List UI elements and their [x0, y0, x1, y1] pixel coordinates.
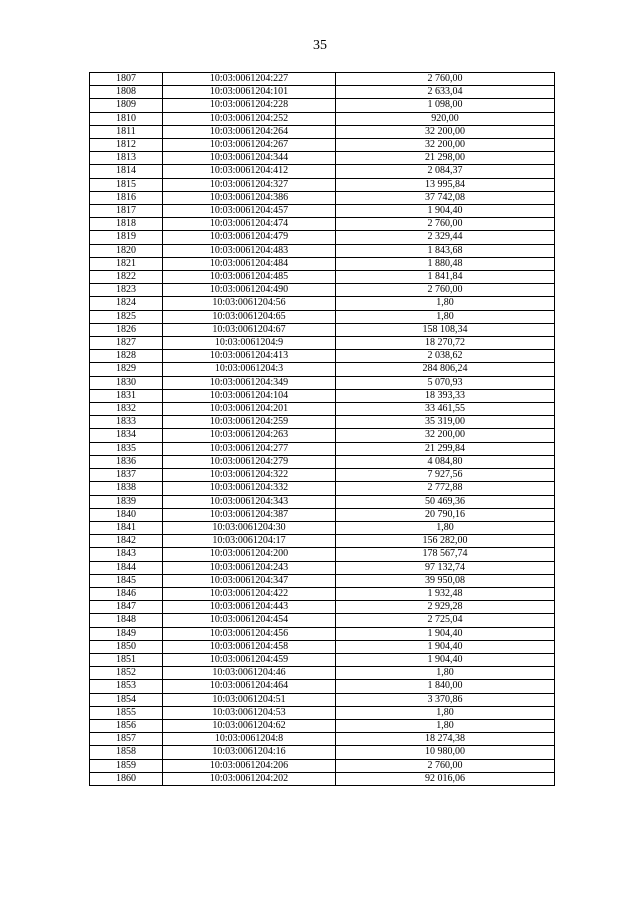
row-number-cell: 1849 [90, 627, 163, 640]
table-row [90, 601, 555, 614]
value-cell: 2 929,28 [336, 601, 555, 614]
cadastral-number-cell: 10:03:0061204:344 [163, 152, 336, 165]
row-number-cell: 1854 [90, 693, 163, 706]
cadastral-number-cell: 10:03:0061204:387 [163, 508, 336, 521]
row-number-cell: 1819 [90, 231, 163, 244]
value-cell: 156 282,00 [336, 535, 555, 548]
value-cell: 1,80 [336, 719, 555, 732]
table-row [90, 627, 555, 640]
table-row [90, 112, 555, 125]
value-cell: 178 567,74 [336, 548, 555, 561]
table-row [90, 746, 555, 759]
cadastral-number-cell: 10:03:0061204:17 [163, 535, 336, 548]
value-cell: 1 904,40 [336, 640, 555, 653]
row-number-cell: 1842 [90, 535, 163, 548]
table-row [90, 125, 555, 138]
cadastral-number-cell: 10:03:0061204:412 [163, 165, 336, 178]
table-row [90, 257, 555, 270]
cadastral-number-cell: 10:03:0061204:279 [163, 455, 336, 468]
row-number-cell: 1828 [90, 350, 163, 363]
table-row [90, 284, 555, 297]
table-row [90, 614, 555, 627]
row-number-cell: 1827 [90, 337, 163, 350]
value-cell: 2 760,00 [336, 73, 555, 86]
table-row [90, 165, 555, 178]
value-cell: 2 760,00 [336, 218, 555, 231]
table-row [90, 323, 555, 336]
row-number-cell: 1813 [90, 152, 163, 165]
value-cell: 32 200,00 [336, 139, 555, 152]
cadastral-number-cell: 10:03:0061204:8 [163, 733, 336, 746]
table-row [90, 574, 555, 587]
cadastral-number-cell: 10:03:0061204:327 [163, 178, 336, 191]
row-number-cell: 1838 [90, 482, 163, 495]
cadastral-number-cell: 10:03:0061204:485 [163, 271, 336, 284]
table-row [90, 693, 555, 706]
cadastral-number-cell: 10:03:0061204:458 [163, 640, 336, 653]
row-number-cell: 1824 [90, 297, 163, 310]
value-cell: 97 132,74 [336, 561, 555, 574]
row-number-cell: 1833 [90, 416, 163, 429]
value-cell: 1 904,40 [336, 653, 555, 666]
cadastral-number-cell: 10:03:0061204:263 [163, 429, 336, 442]
row-number-cell: 1857 [90, 733, 163, 746]
table-row [90, 680, 555, 693]
cadastral-number-cell: 10:03:0061204:479 [163, 231, 336, 244]
row-number-cell: 1818 [90, 218, 163, 231]
row-number-cell: 1807 [90, 73, 163, 86]
row-number-cell: 1853 [90, 680, 163, 693]
cadastral-number-cell: 10:03:0061204:443 [163, 601, 336, 614]
cadastral-number-cell: 10:03:0061204:65 [163, 310, 336, 323]
value-cell: 5 070,93 [336, 376, 555, 389]
page-number: 35 [313, 38, 327, 53]
value-cell: 21 298,00 [336, 152, 555, 165]
cadastral-number-cell: 10:03:0061204:62 [163, 719, 336, 732]
cadastral-number-cell: 10:03:0061204:413 [163, 350, 336, 363]
row-number-cell: 1820 [90, 244, 163, 257]
row-number-cell: 1829 [90, 363, 163, 376]
row-number-cell: 1812 [90, 139, 163, 152]
cadastral-number-cell: 10:03:0061204:3 [163, 363, 336, 376]
cadastral-number-cell: 10:03:0061204:454 [163, 614, 336, 627]
table-row [90, 73, 555, 86]
table-row [90, 363, 555, 376]
table-row [90, 310, 555, 323]
table-row [90, 389, 555, 402]
value-cell: 1 880,48 [336, 257, 555, 270]
value-cell: 20 790,16 [336, 508, 555, 521]
table-row [90, 759, 555, 772]
table-row [90, 521, 555, 534]
row-number-cell: 1835 [90, 442, 163, 455]
table-row [90, 508, 555, 521]
value-cell: 1,80 [336, 667, 555, 680]
table-row [90, 535, 555, 548]
value-cell: 21 299,84 [336, 442, 555, 455]
table-body [90, 73, 555, 786]
row-number-cell: 1860 [90, 772, 163, 785]
table-row [90, 231, 555, 244]
cadastral-number-cell: 10:03:0061204:484 [163, 257, 336, 270]
table-row [90, 152, 555, 165]
value-cell: 13 995,84 [336, 178, 555, 191]
row-number-cell: 1852 [90, 667, 163, 680]
value-cell: 18 393,33 [336, 389, 555, 402]
cadastral-number-cell: 10:03:0061204:490 [163, 284, 336, 297]
table-row [90, 350, 555, 363]
value-cell: 1 841,84 [336, 271, 555, 284]
value-cell: 2 760,00 [336, 284, 555, 297]
table-row [90, 139, 555, 152]
table-row [90, 244, 555, 257]
cadastral-number-cell: 10:03:0061204:56 [163, 297, 336, 310]
table-row [90, 297, 555, 310]
cadastral-number-cell: 10:03:0061204:347 [163, 574, 336, 587]
cadastral-number-cell: 10:03:0061204:67 [163, 323, 336, 336]
cadastral-number-cell: 10:03:0061204:332 [163, 482, 336, 495]
row-number-cell: 1859 [90, 759, 163, 772]
value-cell: 18 274,38 [336, 733, 555, 746]
value-cell: 50 469,36 [336, 495, 555, 508]
row-number-cell: 1855 [90, 706, 163, 719]
table-row [90, 86, 555, 99]
cadastral-number-cell: 10:03:0061204:16 [163, 746, 336, 759]
value-cell: 4 084,80 [336, 455, 555, 468]
table-row [90, 561, 555, 574]
value-cell: 1 904,40 [336, 627, 555, 640]
row-number-cell: 1809 [90, 99, 163, 112]
row-number-cell: 1841 [90, 521, 163, 534]
cadastral-number-cell: 10:03:0061204:264 [163, 125, 336, 138]
table-row [90, 178, 555, 191]
cadastral-number-cell: 10:03:0061204:202 [163, 772, 336, 785]
row-number-cell: 1822 [90, 271, 163, 284]
row-number-cell: 1825 [90, 310, 163, 323]
cadastral-number-cell: 10:03:0061204:201 [163, 403, 336, 416]
value-cell: 3 370,86 [336, 693, 555, 706]
cadastral-number-cell: 10:03:0061204:483 [163, 244, 336, 257]
table-row [90, 495, 555, 508]
row-number-cell: 1814 [90, 165, 163, 178]
cadastral-number-cell: 10:03:0061204:46 [163, 667, 336, 680]
value-cell: 1 932,48 [336, 587, 555, 600]
value-cell: 1 840,00 [336, 680, 555, 693]
value-cell: 2 633,04 [336, 86, 555, 99]
table-row [90, 455, 555, 468]
value-cell: 7 927,56 [336, 469, 555, 482]
table-row [90, 376, 555, 389]
row-number-cell: 1815 [90, 178, 163, 191]
value-cell: 1,80 [336, 521, 555, 534]
table-row [90, 429, 555, 442]
value-cell: 2 084,37 [336, 165, 555, 178]
row-number-cell: 1856 [90, 719, 163, 732]
value-cell: 10 980,00 [336, 746, 555, 759]
row-number-cell: 1817 [90, 205, 163, 218]
row-number-cell: 1845 [90, 574, 163, 587]
cadastral-number-cell: 10:03:0061204:464 [163, 680, 336, 693]
cadastral-number-cell: 10:03:0061204:101 [163, 86, 336, 99]
cadastral-value-table [89, 72, 555, 786]
value-cell: 1,80 [336, 310, 555, 323]
table-row [90, 442, 555, 455]
row-number-cell: 1848 [90, 614, 163, 627]
cadastral-number-cell: 10:03:0061204:267 [163, 139, 336, 152]
row-number-cell: 1810 [90, 112, 163, 125]
table-row [90, 667, 555, 680]
cadastral-number-cell: 10:03:0061204:457 [163, 205, 336, 218]
cadastral-number-cell: 10:03:0061204:200 [163, 548, 336, 561]
row-number-cell: 1821 [90, 257, 163, 270]
cadastral-number-cell: 10:03:0061204:228 [163, 99, 336, 112]
row-number-cell: 1832 [90, 403, 163, 416]
value-cell: 1 843,68 [336, 244, 555, 257]
cadastral-number-cell: 10:03:0061204:259 [163, 416, 336, 429]
row-number-cell: 1850 [90, 640, 163, 653]
row-number-cell: 1836 [90, 455, 163, 468]
value-cell: 18 270,72 [336, 337, 555, 350]
row-number-cell: 1858 [90, 746, 163, 759]
table-row [90, 271, 555, 284]
row-number-cell: 1808 [90, 86, 163, 99]
cadastral-number-cell: 10:03:0061204:252 [163, 112, 336, 125]
cadastral-number-cell: 10:03:0061204:9 [163, 337, 336, 350]
table-row [90, 587, 555, 600]
table-row [90, 548, 555, 561]
row-number-cell: 1844 [90, 561, 163, 574]
cadastral-number-cell: 10:03:0061204:30 [163, 521, 336, 534]
cadastral-number-cell: 10:03:0061204:474 [163, 218, 336, 231]
value-cell: 33 461,55 [336, 403, 555, 416]
value-cell: 2 772,88 [336, 482, 555, 495]
cadastral-number-cell: 10:03:0061204:227 [163, 73, 336, 86]
value-cell: 92 016,06 [336, 772, 555, 785]
value-cell: 1 098,00 [336, 99, 555, 112]
value-cell: 2 038,62 [336, 350, 555, 363]
value-cell: 284 806,24 [336, 363, 555, 376]
table-row [90, 469, 555, 482]
row-number-cell: 1811 [90, 125, 163, 138]
value-cell: 1 904,40 [336, 205, 555, 218]
table-row [90, 482, 555, 495]
cadastral-number-cell: 10:03:0061204:459 [163, 653, 336, 666]
row-number-cell: 1823 [90, 284, 163, 297]
cadastral-number-cell: 10:03:0061204:349 [163, 376, 336, 389]
row-number-cell: 1840 [90, 508, 163, 521]
table-row [90, 403, 555, 416]
cadastral-number-cell: 10:03:0061204:386 [163, 191, 336, 204]
table-row [90, 99, 555, 112]
value-cell: 158 108,34 [336, 323, 555, 336]
row-number-cell: 1839 [90, 495, 163, 508]
value-cell: 39 950,08 [336, 574, 555, 587]
value-cell: 2 329,44 [336, 231, 555, 244]
table-row [90, 653, 555, 666]
row-number-cell: 1847 [90, 601, 163, 614]
cadastral-number-cell: 10:03:0061204:422 [163, 587, 336, 600]
cadastral-number-cell: 10:03:0061204:104 [163, 389, 336, 402]
table-row [90, 733, 555, 746]
value-cell: 32 200,00 [336, 125, 555, 138]
table-row [90, 218, 555, 231]
value-cell: 1,80 [336, 297, 555, 310]
row-number-cell: 1834 [90, 429, 163, 442]
cadastral-number-cell: 10:03:0061204:243 [163, 561, 336, 574]
cadastral-number-cell: 10:03:0061204:53 [163, 706, 336, 719]
value-cell: 920,00 [336, 112, 555, 125]
cadastral-number-cell: 10:03:0061204:206 [163, 759, 336, 772]
row-number-cell: 1831 [90, 389, 163, 402]
row-number-cell: 1851 [90, 653, 163, 666]
row-number-cell: 1830 [90, 376, 163, 389]
table-row [90, 706, 555, 719]
row-number-cell: 1826 [90, 323, 163, 336]
table-row [90, 719, 555, 732]
cadastral-number-cell: 10:03:0061204:456 [163, 627, 336, 640]
row-number-cell: 1837 [90, 469, 163, 482]
value-cell: 35 319,00 [336, 416, 555, 429]
value-cell: 2 725,04 [336, 614, 555, 627]
table-row [90, 772, 555, 785]
cadastral-number-cell: 10:03:0061204:277 [163, 442, 336, 455]
value-cell: 1,80 [336, 706, 555, 719]
value-cell: 37 742,08 [336, 191, 555, 204]
row-number-cell: 1846 [90, 587, 163, 600]
cadastral-number-cell: 10:03:0061204:343 [163, 495, 336, 508]
value-cell: 2 760,00 [336, 759, 555, 772]
table-row [90, 416, 555, 429]
row-number-cell: 1843 [90, 548, 163, 561]
cadastral-number-cell: 10:03:0061204:51 [163, 693, 336, 706]
cadastral-number-cell: 10:03:0061204:322 [163, 469, 336, 482]
value-cell: 32 200,00 [336, 429, 555, 442]
table-row [90, 191, 555, 204]
table-row [90, 337, 555, 350]
table-row [90, 640, 555, 653]
row-number-cell: 1816 [90, 191, 163, 204]
table-row [90, 205, 555, 218]
